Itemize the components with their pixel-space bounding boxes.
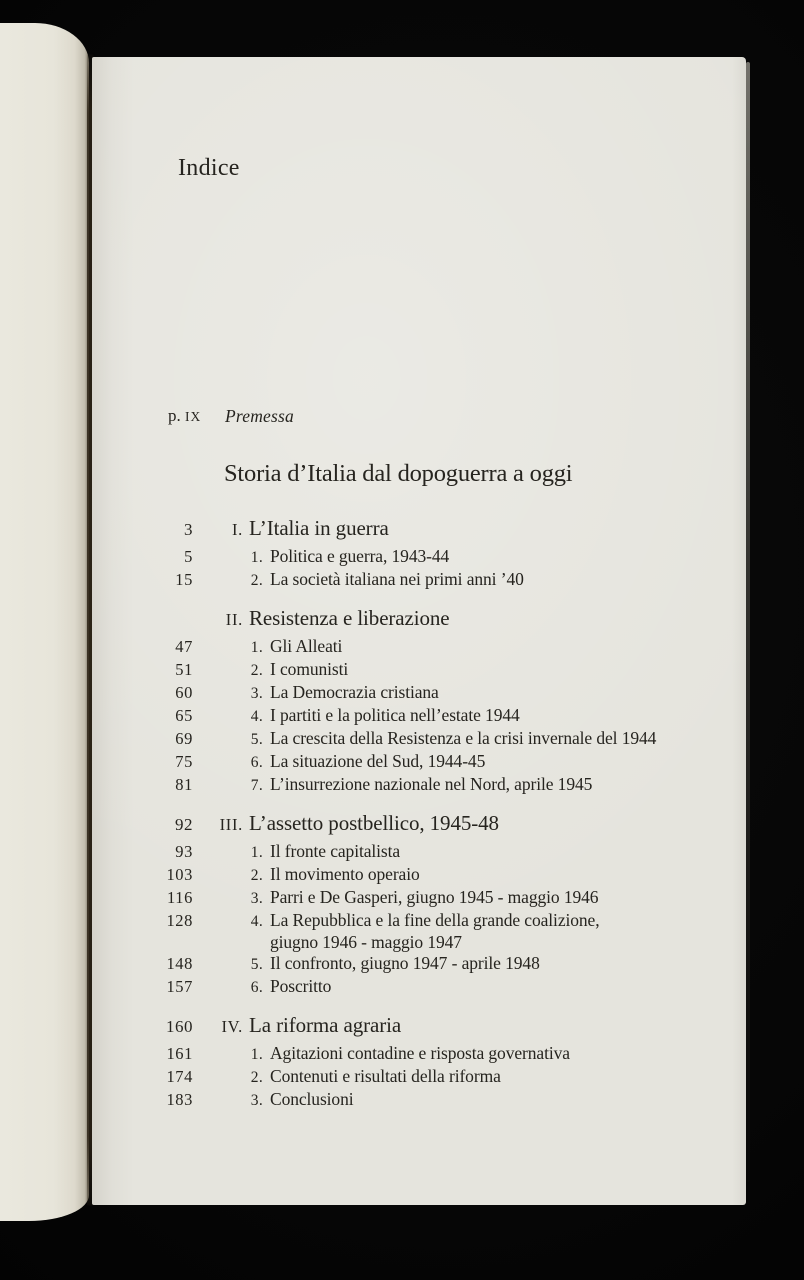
item-number: 1. — [250, 844, 263, 861]
item-page-number: 60 — [175, 683, 193, 702]
toc — [92, 501, 752, 1111]
item-page-number: 81 — [175, 775, 193, 794]
item-page-number: 157 — [166, 977, 193, 996]
toc-item-row — [92, 773, 752, 796]
toc-item-continuation: giugno 1946 - maggio 1947 — [270, 932, 462, 952]
item-number: 1. — [250, 549, 263, 566]
item-page-number: 174 — [166, 1067, 193, 1086]
toc-item-row — [92, 952, 752, 975]
item-text: Conclusioni — [270, 1089, 354, 1109]
toc-item-row — [92, 1042, 752, 1065]
toc-chapter-row — [92, 603, 752, 633]
item-number: 3. — [250, 1092, 263, 1109]
item-text: La Democrazia cristiana — [270, 682, 439, 702]
toc-item-row — [92, 727, 752, 750]
item-number: 2. — [250, 572, 263, 589]
toc-item-row — [92, 840, 752, 863]
toc-item-row — [92, 909, 752, 932]
chapter-title: Resistenza e liberazione — [249, 606, 450, 630]
item-number: 6. — [250, 754, 263, 771]
item-number: 2. — [250, 867, 263, 884]
chapter-page-number: 160 — [166, 1017, 193, 1036]
item-text: Gli Alleati — [270, 636, 343, 656]
page-heading: Indice — [178, 155, 240, 181]
toc-item-row — [92, 568, 752, 591]
item-page-number: 183 — [166, 1090, 193, 1109]
item-text: La Repubblica e la fine della grande coalizione, — [270, 910, 600, 930]
chapter-numeral: I. — [231, 520, 243, 539]
item-text: Contenuti e risultati della riforma — [270, 1066, 501, 1086]
toc-item-row — [92, 545, 752, 568]
item-page-number: 15 — [175, 570, 193, 589]
chapter-title: L’assetto postbellico, 1945-48 — [249, 811, 499, 835]
item-page-number: 75 — [175, 752, 193, 771]
item-number: 6. — [250, 979, 263, 996]
page-roman-numeral: IX — [185, 409, 202, 424]
toc-item-row — [92, 1088, 752, 1111]
front-matter-title: Premessa — [225, 406, 294, 426]
item-number: 3. — [250, 685, 263, 702]
toc-chapter-row — [92, 513, 752, 543]
item-page-number: 5 — [184, 547, 193, 566]
item-text: Poscritto — [270, 976, 332, 996]
toc-chapter-row — [92, 1010, 752, 1040]
toc-item-row — [92, 635, 752, 658]
item-page-number: 148 — [166, 954, 193, 973]
item-page-number: 161 — [166, 1044, 193, 1063]
item-number: 4. — [250, 913, 263, 930]
chapter-page-number: 3 — [184, 520, 193, 539]
item-page-number: 93 — [175, 842, 193, 861]
item-text: Politica e guerra, 1943-44 — [270, 546, 450, 566]
item-number: 5. — [250, 731, 263, 748]
chapter-title: La riforma agraria — [249, 1013, 402, 1037]
item-text: La società italiana nei primi anni ’40 — [270, 569, 524, 589]
chapter-numeral: III. — [219, 815, 243, 834]
item-number: 1. — [250, 1046, 263, 1063]
item-page-number: 103 — [166, 865, 193, 884]
toc-item-row — [92, 1065, 752, 1088]
chapter-page-number: 92 — [175, 815, 193, 834]
front-matter-row — [92, 406, 746, 430]
toc-item-row — [92, 681, 752, 704]
page-fore-edge — [746, 62, 750, 1182]
item-text: Agitazioni contadine e risposta governativa — [270, 1043, 570, 1063]
toc-item-row — [92, 750, 752, 773]
chapter-numeral: II. — [225, 610, 243, 629]
page-prefix: p. — [168, 406, 181, 425]
item-text: I comunisti — [270, 659, 349, 679]
toc-item-row — [92, 658, 752, 681]
item-number: 7. — [250, 777, 263, 794]
toc-chapter-row — [92, 808, 752, 838]
chapter-numeral: IV. — [221, 1017, 243, 1036]
item-number: 1. — [250, 639, 263, 656]
item-page-number: 69 — [175, 729, 193, 748]
item-text: I partiti e la politica nell’estate 1944 — [270, 705, 520, 725]
toc-item-row — [92, 886, 752, 909]
item-number: 5. — [250, 956, 263, 973]
front-matter-page-label — [168, 406, 201, 426]
item-page-number: 51 — [175, 660, 193, 679]
item-text: La situazione del Sud, 1944-45 — [270, 751, 486, 771]
toc-item-row — [92, 975, 752, 998]
facing-page — [0, 23, 89, 1221]
item-text: Il movimento operaio — [270, 864, 420, 884]
item-text: Parri e De Gasperi, giugno 1945 - maggio 1946 — [270, 887, 599, 907]
chapter-title: L’Italia in guerra — [249, 516, 389, 540]
item-page-number: 128 — [166, 911, 193, 930]
item-text: Il fronte capitalista — [270, 841, 401, 861]
item-text: Il confronto, giugno 1947 - aprile 1948 — [270, 953, 540, 973]
item-page-number: 116 — [167, 888, 193, 907]
item-text: La crescita della Resistenza e la crisi invernale del 1944 — [270, 728, 657, 748]
toc-item-row — [92, 863, 752, 886]
item-page-number: 65 — [175, 706, 193, 725]
item-number: 3. — [250, 890, 263, 907]
item-number: 4. — [250, 708, 263, 725]
item-text: L’insurrezione nazionale nel Nord, aprile 1945 — [270, 774, 593, 794]
item-number: 2. — [250, 1069, 263, 1086]
contents-page — [92, 57, 746, 1205]
toc-item-row — [92, 704, 752, 727]
item-number: 2. — [250, 662, 263, 679]
item-page-number: 47 — [175, 637, 193, 656]
book-title: Storia d’Italia dal dopoguerra a oggi — [224, 460, 573, 487]
